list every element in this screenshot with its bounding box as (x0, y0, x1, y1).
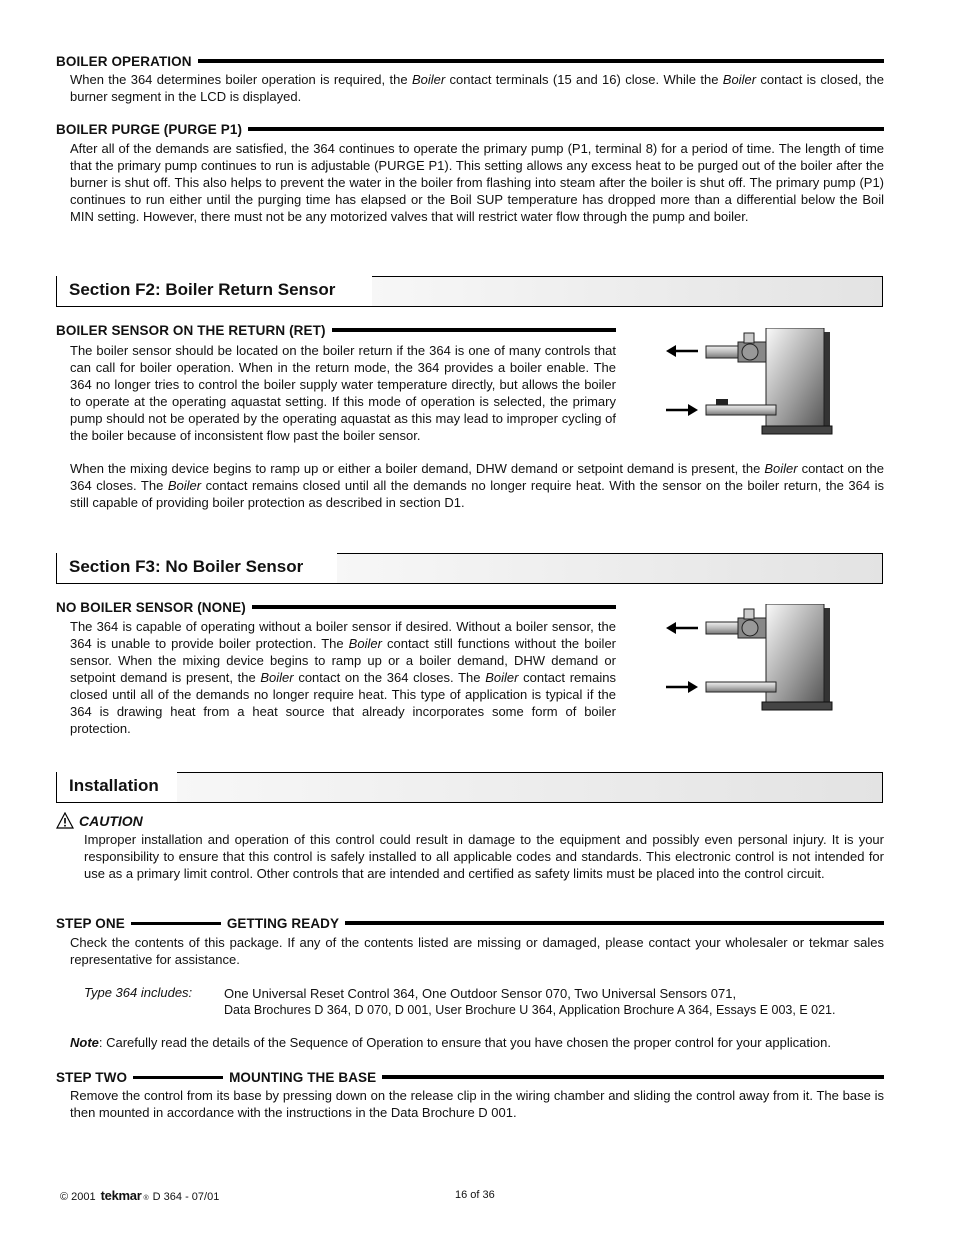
boiler-sensor-return-heading (56, 323, 616, 338)
no-boiler-sensor-heading (56, 600, 616, 615)
boiler-base (762, 426, 832, 434)
heading-rule (252, 605, 616, 609)
text-run: contact on the 364 closes. The (70, 461, 884, 493)
text-run: contact remains closed until all the demands no longer require heat. With the sensor on the boiler return, the 364 is still capable of providing boiler protection as described in section D1. (70, 478, 884, 510)
heading-text: BOILER PURGE (PURGE P1) (56, 122, 243, 137)
tekmar-logo: tekmar (100, 1188, 142, 1203)
heading-rule (332, 328, 616, 332)
heading-rule (131, 922, 221, 925)
heading-rule (345, 921, 884, 925)
copyright: © 2001 (60, 1191, 96, 1203)
step-two-heading (56, 1070, 884, 1085)
no-sensor-diagram (660, 604, 840, 714)
includes-line: Data Brochures D 364, D 070, D 001, User Brochure U 364, Application Brochure A 364, Essays E 003, E 021. (224, 1003, 836, 1017)
return-sensor-icon (716, 399, 728, 405)
section-bar (372, 276, 882, 306)
section-title: Installation (69, 776, 159, 795)
section-f3-header (56, 553, 883, 584)
return-closing-text (70, 460, 884, 511)
heading-text: BOILER OPERATION (56, 54, 192, 69)
boiler-purge-heading (56, 122, 884, 137)
trademark-mark: ® (143, 1195, 149, 1202)
section-bar (337, 553, 882, 583)
heading-rule (133, 1076, 223, 1079)
section-f2-header (56, 276, 883, 307)
warning-icon (56, 812, 74, 829)
supply-arrow-icon (666, 622, 676, 634)
boiler-purge-text: After all of the demands are satisfied, the 364 continues to operate the primary pump (P1, terminal 8) for a period of time. The length of time that the primary pump continues to run is adjustable (PURGE P1). This setting allows any excess heat to be purged out of the boiler after the burner is shut off. This also helps to prevent the water in the boiler from flashing into steam after the boiler is shut off. The primary pump (P1) continues to run either until the purging time has elapsed or the Boil SUP temperature has dropped more than a differential below the Boil MIN setting. However, there must not be any motorized valves that will restrict water flow through the pump and boiler. (70, 141, 884, 224)
no-sensor-text (70, 618, 616, 737)
italic-boiler: Boiler (722, 72, 757, 87)
section-bar (177, 772, 882, 802)
step-two-text: Remove the control from its base by pressing down on the release clip in the wiring chamber and sliding the control away from it. The base is then mounted in accordance with the instructions in the Data Brochure D 001. (70, 1088, 884, 1120)
boiler-base (762, 702, 832, 710)
note-line (70, 1035, 831, 1050)
text-run: When the 364 determines boiler operation is required, the (70, 72, 408, 87)
text-run: When the mixing device begins to ramp up or either a boiler demand, DHW demand or setpoint demand is present, the (70, 461, 761, 476)
includes-list (224, 985, 835, 1019)
italic-boiler: Boiler (348, 636, 382, 651)
supply-arrow-icon (666, 345, 676, 357)
boiler-operation-heading (56, 54, 884, 69)
text-run: contact is closed, the burner segment in the LCD is displayed. (70, 72, 884, 104)
step-title: GETTING READY (226, 916, 340, 931)
return-pipe (706, 682, 776, 692)
section-title: Section F3: No Boiler Sensor (69, 557, 304, 576)
step-label: STEP ONE (56, 916, 125, 931)
pump-icon (742, 344, 758, 360)
heading-text: NO BOILER SENSOR (NONE) (56, 600, 246, 615)
italic-boiler: Boiler (764, 461, 798, 476)
step-one-heading (56, 916, 884, 931)
text-run: contact terminals (15 and 16) close. While the (449, 72, 719, 87)
pump-motor (744, 333, 754, 343)
heading-rule (248, 127, 884, 131)
includes-line: One Universal Reset Control 364, One Outdoor Sensor 070, Two Universal Sensors 071, (224, 986, 737, 1001)
step-label: STEP TWO (56, 1070, 128, 1085)
caution-heading (56, 812, 143, 829)
return-arrow-icon (688, 681, 698, 693)
installation-header (56, 772, 883, 803)
return-pipe (706, 405, 776, 415)
italic-boiler: Boiler (260, 670, 294, 685)
text-run: contact remains closed until all of the demands no longer require heat. This type of application is typical if the 364 is drawing heat from a heat source that already incorporates some form of boiler protection. (70, 670, 616, 736)
includes-label: Type 364 includes: (84, 985, 193, 1000)
doc-number: D 364 - 07/01 (152, 1191, 220, 1203)
heading-rule (198, 59, 884, 63)
page-number: 16 of 36 (455, 1189, 495, 1201)
italic-boiler: Boiler (485, 670, 519, 685)
note-label: Note (70, 1035, 99, 1050)
boiler-operation-text (70, 71, 884, 105)
caution-label: CAUTION (79, 812, 143, 829)
section-title: Section F2: Boiler Return Sensor (69, 280, 336, 299)
return-arrow-icon (688, 404, 698, 416)
pump-motor (744, 609, 754, 619)
pump-icon (742, 620, 758, 636)
boiler-return-diagram (660, 328, 840, 438)
step-title: MOUNTING THE BASE (229, 1070, 377, 1085)
caution-text: Improper installation and operation of this control could result in damage to the equipment and possibly even personal injury. It is your responsibility to ensure that this control is safely installed to all applicable codes and standards. This electronic control is not intended for use as a primary limit control. Other controls that are intended and certified as safety limits must be placed into the control circuit. (84, 832, 884, 881)
heading-text: BOILER SENSOR ON THE RETURN (RET) (56, 323, 326, 338)
step-one-text: Check the contents of this package. If any of the contents listed are missing or damaged, please contact your wholesaler or tekmar sales representative for assistance. (70, 935, 884, 967)
italic-boiler: Boiler (411, 72, 446, 87)
note-text: : Carefully read the details of the Sequence of Operation to ensure that you have chosen the proper control for your application. (98, 1035, 831, 1050)
heading-rule (382, 1075, 884, 1079)
text-run: contact on the 364 closes. The (298, 670, 481, 685)
text-run: contact still functions without the boiler sensor. When the mixing device begins to ramp up or a boiler demand, DHW demand or setpoint demand is present, the (70, 636, 617, 685)
return-sensor-text: The boiler sensor should be located on the boiler return if the 364 is one of many controls that can call for boiler operation. When in the return mode, the 364 provides a boiler enable. The 364 no longer tries to control the boiler supply water temperature directly, but allows the boiler to operate at the operating aquastat setting. If this mode of operation is selected, the primary pump should not be operated by the operating aquastat as this may lead to improper cycling of the boiler because of inconsistent flow past the boiler sensor. (70, 343, 616, 443)
italic-boiler: Boiler (167, 478, 202, 493)
footer-left (60, 1188, 219, 1203)
text-run: The 364 is capable of operating without a boiler sensor if desired. Without a boiler sensor, the 364 is unable to provide boiler protection. The (70, 619, 616, 651)
